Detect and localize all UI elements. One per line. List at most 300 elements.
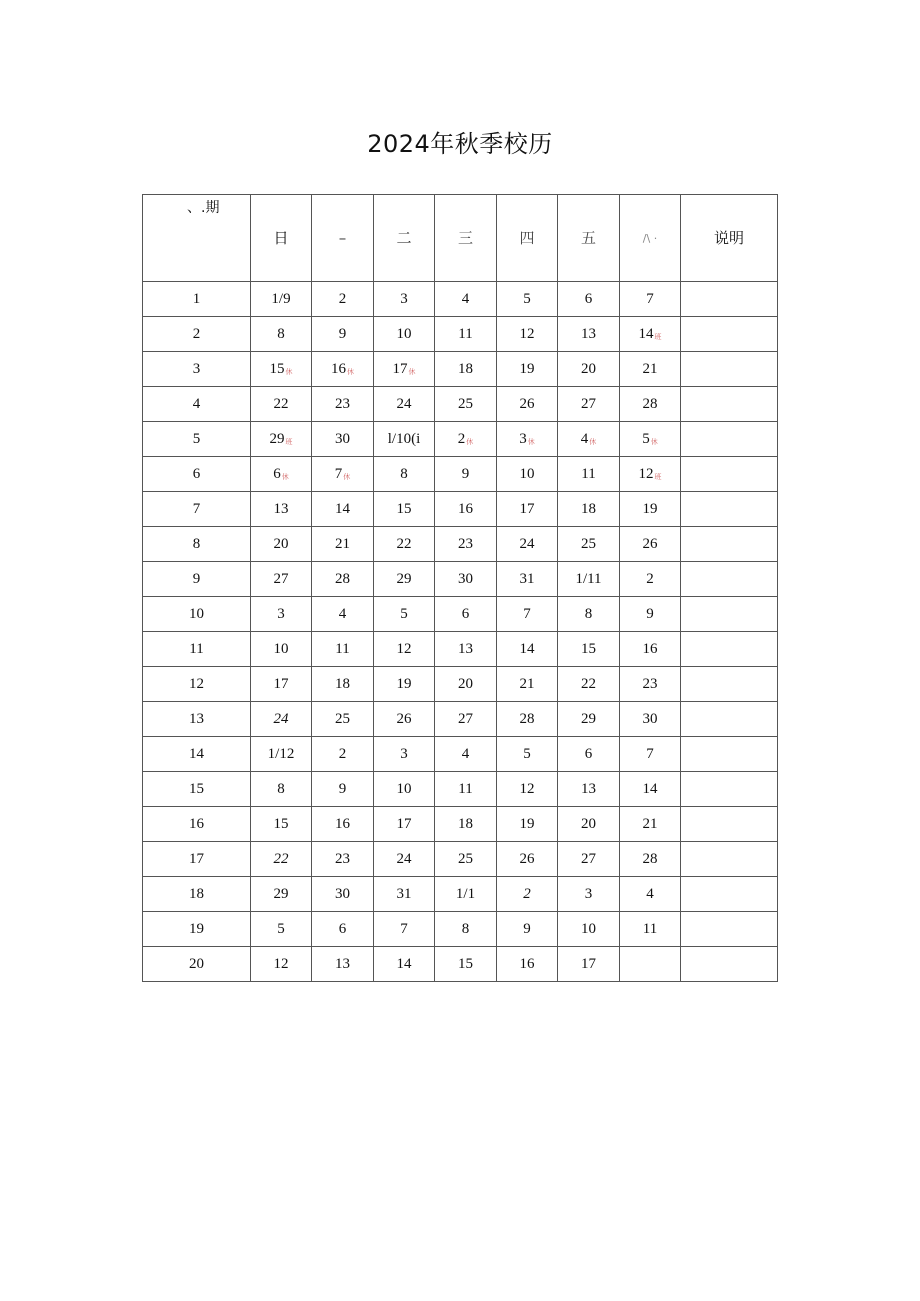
date-value: 28: [335, 570, 350, 587]
date-cell: [497, 842, 558, 877]
table-row: [143, 352, 778, 387]
date-cell: [374, 422, 435, 457]
date-value: 23: [335, 395, 350, 412]
date-value: 8: [584, 605, 593, 622]
week-number-cell: 10: [143, 597, 251, 632]
note-cell: [681, 737, 778, 772]
date-value: 5: [523, 745, 531, 762]
date-value: 9: [461, 465, 470, 482]
date-cell: [620, 632, 681, 667]
date-cell: [312, 947, 374, 982]
date-cell: [251, 457, 312, 492]
date-value: 22: [273, 395, 289, 412]
date-cell: [374, 352, 435, 387]
date-value: 18: [581, 500, 596, 517]
week-number-cell: 9: [143, 562, 251, 597]
holiday-mark: 休: [589, 437, 597, 446]
date-cell: [497, 527, 558, 562]
date-value: 10: [273, 640, 289, 657]
date-cell: [435, 527, 497, 562]
date-cell: [374, 457, 435, 492]
date-value: 7: [523, 605, 531, 622]
date-cell: [497, 562, 558, 597]
date-value: 1/1: [455, 885, 476, 902]
date-value: 26: [396, 710, 412, 727]
date-value: 16: [335, 815, 350, 832]
date-cell: [374, 877, 435, 912]
date-cell: [435, 457, 497, 492]
week-number-cell: 19: [143, 912, 251, 947]
date-cell: [374, 282, 435, 317]
date-cell: [558, 422, 620, 457]
date-value: 10: [519, 465, 535, 482]
date-cell: [435, 282, 497, 317]
date-value: 1/12: [267, 745, 295, 762]
date-cell: [620, 772, 681, 807]
date-cell: [435, 422, 497, 457]
date-value: 26: [642, 535, 658, 552]
date-cell: [435, 562, 497, 597]
table-row: [143, 807, 778, 842]
date-cell: [374, 527, 435, 562]
date-value: 3: [400, 290, 408, 307]
date-cell: [435, 492, 497, 527]
week-column-header: 、.期: [143, 195, 251, 282]
date-value: 3: [277, 605, 285, 622]
date-cell: [251, 667, 312, 702]
date-value: 19: [519, 360, 535, 377]
holiday-mark: 休: [466, 437, 474, 446]
date-cell: [620, 317, 681, 352]
date-cell: [497, 632, 558, 667]
date-value: 8: [400, 465, 408, 482]
date-value: 11: [458, 325, 473, 342]
date-value: 6: [461, 605, 470, 622]
date-cell: [497, 387, 558, 422]
holiday-mark: 休: [347, 367, 354, 376]
week-number-cell: 15: [143, 772, 251, 807]
date-cell: [312, 737, 374, 772]
week-number-cell: 3: [143, 352, 251, 387]
note-cell: [681, 527, 778, 562]
date-value: 24: [396, 395, 412, 412]
date-cell: [374, 597, 435, 632]
date-cell: [558, 807, 620, 842]
table-row: [143, 527, 778, 562]
date-cell: [312, 422, 374, 457]
table-row: [143, 737, 778, 772]
date-cell: [435, 632, 497, 667]
date-cell: [558, 527, 620, 562]
date-cell: [558, 562, 620, 597]
date-value: 2: [457, 430, 466, 447]
date-value: 25: [581, 535, 596, 552]
date-value: 30: [335, 430, 350, 447]
date-cell: [312, 667, 374, 702]
day-header-sun: 日: [251, 195, 312, 282]
date-value: 9: [646, 605, 654, 622]
note-cell: [681, 877, 778, 912]
date-cell: [558, 317, 620, 352]
date-cell: [251, 422, 312, 457]
date-value: 14: [638, 325, 654, 342]
date-value: 21: [335, 535, 350, 552]
date-value: 12: [519, 780, 535, 797]
date-cell: [374, 492, 435, 527]
date-cell: [312, 562, 374, 597]
date-value: 5: [277, 920, 285, 937]
note-cell: [681, 947, 778, 982]
date-cell: [374, 667, 435, 702]
date-value: 29: [581, 710, 596, 727]
date-cell: [312, 877, 374, 912]
date-cell: [251, 597, 312, 632]
date-value: 5: [400, 605, 408, 622]
week-number-cell: 13: [143, 702, 251, 737]
date-value: 29: [396, 570, 412, 587]
date-value: 6: [273, 465, 281, 482]
date-value: 10: [581, 920, 596, 937]
date-value: 8: [277, 780, 285, 797]
date-value: 21: [642, 360, 658, 377]
note-cell: [681, 282, 778, 317]
date-value: 2: [338, 290, 347, 307]
date-value: 21: [642, 815, 658, 832]
date-cell: [497, 702, 558, 737]
date-value: 29: [269, 430, 285, 447]
date-value: 12: [396, 640, 412, 657]
date-cell: [312, 597, 374, 632]
table-row: [143, 422, 778, 457]
table-row: [143, 912, 778, 947]
date-value: 27: [458, 710, 473, 727]
date-value: 26: [519, 850, 535, 867]
date-cell: [251, 877, 312, 912]
date-value: 3: [584, 885, 593, 902]
date-value: 15: [396, 500, 412, 517]
date-value: 19: [642, 500, 658, 517]
date-cell: [374, 562, 435, 597]
date-value: 7: [334, 465, 343, 482]
date-cell: [620, 492, 681, 527]
day-header-mon: –: [312, 195, 374, 282]
date-value: 6: [584, 745, 593, 762]
date-cell: [620, 947, 681, 982]
date-cell: [497, 912, 558, 947]
date-cell: [558, 457, 620, 492]
date-cell: [497, 317, 558, 352]
week-number-cell: 1: [143, 282, 251, 317]
date-cell: [312, 527, 374, 562]
note-cell: [681, 492, 778, 527]
date-cell: [497, 947, 558, 982]
date-value: 5: [642, 430, 650, 447]
date-value: 16: [458, 500, 473, 517]
week-number-cell: 6: [143, 457, 251, 492]
table-row: [143, 492, 778, 527]
note-cell: [681, 807, 778, 842]
table-row: [143, 667, 778, 702]
date-cell: [374, 317, 435, 352]
date-value: 2: [338, 745, 347, 762]
date-value: 25: [335, 710, 350, 727]
date-value: 11: [581, 465, 596, 482]
date-value: 6: [584, 290, 593, 307]
date-value: 14: [335, 500, 350, 517]
note-cell: [681, 317, 778, 352]
date-value: 4: [338, 605, 347, 622]
date-cell: [558, 947, 620, 982]
date-cell: [558, 737, 620, 772]
date-value: 9: [523, 920, 531, 937]
date-cell: [435, 877, 497, 912]
date-value: 19: [519, 815, 535, 832]
date-cell: [312, 632, 374, 667]
date-cell: [435, 807, 497, 842]
table-header-row: [143, 195, 778, 282]
date-cell: [497, 492, 558, 527]
date-value: 23: [335, 850, 350, 867]
date-cell: [312, 317, 374, 352]
date-value: 4: [461, 745, 470, 762]
note-cell: [681, 667, 778, 702]
date-value: 15: [273, 815, 289, 832]
date-value: 15: [458, 955, 473, 972]
date-cell: [620, 387, 681, 422]
date-cell: [558, 772, 620, 807]
date-cell: [620, 737, 681, 772]
holiday-mark: 休: [281, 472, 289, 481]
date-value: 24: [396, 850, 412, 867]
date-cell: [374, 702, 435, 737]
date-value: 7: [646, 745, 654, 762]
table-row: [143, 702, 778, 737]
date-cell: [497, 737, 558, 772]
holiday-mark: 休: [408, 367, 416, 376]
date-cell: [497, 597, 558, 632]
date-cell: [558, 702, 620, 737]
date-cell: [251, 632, 312, 667]
date-cell: [251, 912, 312, 947]
date-value: 12: [638, 465, 654, 482]
day-header-sat: /\ ·: [620, 195, 681, 282]
date-cell: [435, 352, 497, 387]
date-cell: [374, 772, 435, 807]
date-cell: [497, 877, 558, 912]
date-value: 22: [273, 850, 289, 867]
date-cell: [374, 632, 435, 667]
date-cell: [620, 842, 681, 877]
date-value: 1/9: [271, 290, 291, 307]
table-row: [143, 842, 778, 877]
note-cell: [681, 597, 778, 632]
holiday-mark: 班: [654, 332, 662, 341]
date-value: 29: [273, 885, 289, 902]
date-value: 12: [519, 325, 535, 342]
date-cell: [620, 527, 681, 562]
date-cell: [558, 842, 620, 877]
week-number-cell: 12: [143, 667, 251, 702]
date-value: 20: [458, 675, 473, 692]
date-value: 16: [642, 640, 658, 657]
date-cell: [620, 562, 681, 597]
date-cell: [251, 702, 312, 737]
date-value: 17: [396, 815, 412, 832]
date-value: 9: [338, 780, 347, 797]
note-cell: [681, 387, 778, 422]
date-value: 13: [581, 325, 596, 342]
week-number-cell: 14: [143, 737, 251, 772]
date-value: 28: [519, 710, 535, 727]
date-value: 20: [581, 360, 596, 377]
date-cell: [251, 772, 312, 807]
week-number-cell: 5: [143, 422, 251, 457]
date-value: 28: [642, 850, 658, 867]
date-value: 4: [461, 290, 470, 307]
note-cell: [681, 352, 778, 387]
note-cell: [681, 842, 778, 877]
date-cell: [312, 912, 374, 947]
date-cell: [558, 352, 620, 387]
table-row: [143, 632, 778, 667]
date-cell: [558, 912, 620, 947]
date-value: 4: [580, 430, 589, 447]
date-cell: [435, 912, 497, 947]
date-value: 25: [458, 850, 473, 867]
date-value: l/10(i: [387, 430, 421, 447]
holiday-mark: 班: [285, 437, 293, 446]
date-value: 2: [646, 570, 654, 587]
date-value: 18: [458, 815, 473, 832]
date-value: 30: [458, 570, 473, 587]
date-cell: [251, 282, 312, 317]
date-cell: [435, 772, 497, 807]
date-cell: [497, 422, 558, 457]
holiday-mark: 休: [527, 437, 535, 446]
date-cell: [251, 737, 312, 772]
holiday-mark: 休: [285, 367, 293, 376]
date-cell: [435, 702, 497, 737]
date-cell: [374, 912, 435, 947]
note-column-header: 说明: [681, 195, 778, 282]
date-value: 14: [519, 640, 535, 657]
date-cell: [558, 632, 620, 667]
date-cell: [251, 387, 312, 422]
date-cell: [312, 282, 374, 317]
date-cell: [558, 282, 620, 317]
date-cell: [497, 667, 558, 702]
date-value: 4: [646, 885, 654, 902]
calendar-body: [143, 282, 778, 982]
date-cell: [312, 387, 374, 422]
date-value: 28: [642, 395, 658, 412]
date-cell: [374, 387, 435, 422]
date-cell: [435, 842, 497, 877]
date-value: 31: [396, 885, 412, 902]
date-value: 26: [519, 395, 535, 412]
note-cell: [681, 702, 778, 737]
date-value: 13: [335, 955, 350, 972]
date-cell: [251, 492, 312, 527]
week-number-cell: 2: [143, 317, 251, 352]
date-cell: [312, 352, 374, 387]
date-value: 17: [581, 955, 596, 972]
date-value: 9: [338, 325, 347, 342]
date-cell: [435, 737, 497, 772]
date-value: 13: [273, 500, 289, 517]
date-cell: [558, 492, 620, 527]
date-cell: [374, 737, 435, 772]
date-cell: [620, 282, 681, 317]
holiday-mark: 休: [650, 437, 658, 446]
date-value: 10: [396, 325, 412, 342]
table-row: [143, 457, 778, 492]
note-cell: [681, 457, 778, 492]
date-value: 30: [642, 710, 658, 727]
note-cell: [681, 632, 778, 667]
date-value: 24: [519, 535, 535, 552]
date-cell: [312, 702, 374, 737]
date-value: 30: [335, 885, 350, 902]
date-value: 17: [273, 675, 289, 692]
date-cell: [497, 352, 558, 387]
date-value: 20: [273, 535, 289, 552]
table-row: [143, 562, 778, 597]
date-cell: [435, 947, 497, 982]
week-number-cell: 8: [143, 527, 251, 562]
date-value: 18: [458, 360, 473, 377]
date-value: 19: [396, 675, 412, 692]
date-value: 31: [519, 570, 535, 587]
date-value: 23: [642, 675, 658, 692]
date-cell: [251, 562, 312, 597]
date-cell: [558, 877, 620, 912]
week-number-cell: 11: [143, 632, 251, 667]
table-row: [143, 772, 778, 807]
date-value: 2: [523, 885, 531, 902]
holiday-mark: 班: [654, 472, 662, 481]
date-cell: [312, 492, 374, 527]
date-cell: [374, 947, 435, 982]
date-value: 20: [581, 815, 596, 832]
date-value: 14: [396, 955, 412, 972]
date-cell: [558, 387, 620, 422]
date-value: 13: [581, 780, 596, 797]
date-cell: [620, 912, 681, 947]
date-cell: [251, 527, 312, 562]
date-cell: [558, 667, 620, 702]
date-cell: [312, 772, 374, 807]
date-value: 14: [642, 780, 658, 797]
date-value: 7: [400, 920, 408, 937]
date-value: 3: [400, 745, 408, 762]
date-value: 10: [396, 780, 412, 797]
date-value: 15: [581, 640, 596, 657]
date-value: 17: [519, 500, 535, 517]
date-cell: [251, 317, 312, 352]
note-cell: [681, 422, 778, 457]
date-value: 11: [458, 780, 473, 797]
date-value: 25: [458, 395, 473, 412]
date-cell: [251, 947, 312, 982]
note-cell: [681, 562, 778, 597]
date-value: 18: [335, 675, 350, 692]
date-cell: [620, 877, 681, 912]
date-value: 6: [338, 920, 347, 937]
date-value: 22: [581, 675, 596, 692]
date-cell: [435, 387, 497, 422]
day-header-thu: 四: [497, 195, 558, 282]
